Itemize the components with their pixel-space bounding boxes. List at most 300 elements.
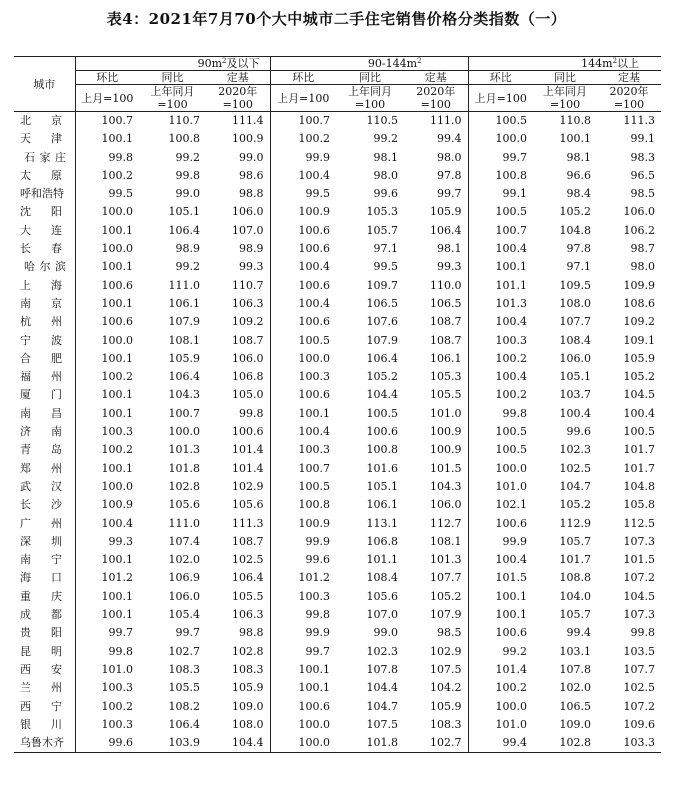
index-value: 105.2	[430, 589, 462, 603]
city-name	[14, 679, 75, 697]
base-header-label	[206, 85, 270, 112]
index-value: 99.7	[270, 643, 336, 661]
base-label-line2: =100	[222, 98, 253, 111]
index-value: 100.0	[270, 716, 336, 734]
city-name-text: 石 家 庄	[24, 150, 66, 164]
table-body	[14, 112, 661, 753]
city-name	[14, 112, 75, 131]
index-value: 100.5	[366, 406, 399, 420]
index-value: 109.0	[559, 717, 592, 731]
index-value: 98.3	[630, 150, 656, 164]
city-name-text: 厦 门	[20, 388, 62, 402]
index-value: 109.9	[623, 278, 656, 292]
index-value: 99.8	[175, 168, 200, 182]
index-value: 96.6	[566, 168, 592, 182]
table-row	[14, 515, 661, 533]
index-value: 104.4	[366, 681, 399, 695]
index-value: 101.4	[232, 461, 264, 475]
index-value: 98.8	[239, 626, 264, 640]
index-value: 99.6	[566, 425, 592, 439]
index-value: 105.9	[168, 351, 200, 365]
table-row	[14, 277, 661, 295]
group-header-large: $144m^2$以上	[468, 57, 661, 71]
index-value: 107.2	[623, 571, 656, 585]
index-value: 99.7	[468, 149, 533, 167]
index-value: 100.0	[468, 698, 533, 716]
index-value: 106.2	[623, 223, 656, 237]
base-label-line2: =100	[157, 98, 188, 111]
index-value: 108.7	[430, 315, 462, 329]
index-value: 102.8	[168, 479, 200, 493]
index-value: 100.2	[468, 386, 533, 404]
index-value: 97.8	[437, 168, 462, 182]
index-value: 104.8	[623, 479, 656, 493]
index-value: 105.7	[366, 223, 399, 237]
index-value: 98.0	[437, 150, 462, 164]
index-value: 100.0	[270, 350, 336, 368]
base-label-line2: =100	[549, 98, 581, 111]
table-row	[14, 313, 661, 331]
index-value: 106.1	[366, 498, 399, 512]
index-value: 99.8	[75, 149, 139, 167]
index-value: 100.6	[468, 515, 533, 533]
index-value: 108.3	[430, 717, 462, 731]
index-value: 100.0	[75, 332, 139, 350]
table-row	[14, 551, 661, 569]
index-value: 105.4	[168, 608, 200, 622]
base-header-label	[270, 85, 336, 112]
index-value: 100.4	[75, 515, 139, 533]
base-label-line2: =100	[420, 98, 451, 111]
index-value: 105.2	[559, 205, 592, 219]
index-value: 106.0	[430, 498, 462, 512]
sub-header-label: 环比	[75, 71, 139, 85]
city-name-text: 太 原	[20, 168, 62, 182]
index-value: 100.1	[75, 551, 139, 569]
index-value: 100.6	[366, 425, 399, 439]
index-value: 105.1	[366, 479, 399, 493]
city-name	[14, 386, 75, 404]
index-value: 106.4	[366, 351, 399, 365]
city-name-text: 合 肥	[20, 351, 62, 365]
sub-header-label: 同比	[336, 71, 404, 85]
city-name-text: 天 津	[20, 132, 62, 146]
index-value: 98.8	[239, 187, 264, 201]
city-name	[14, 185, 75, 203]
index-value: 109.2	[232, 315, 264, 329]
index-value: 100.3	[270, 588, 336, 606]
index-value: 100.1	[559, 132, 592, 146]
index-value: 99.5	[373, 260, 399, 274]
index-value: 109.7	[366, 278, 399, 292]
index-value: 98.1	[437, 242, 462, 256]
index-value: 105.7	[559, 534, 592, 548]
index-value: 104.0	[559, 589, 592, 603]
index-value: 99.2	[175, 260, 200, 274]
index-value: 100.1	[270, 661, 336, 679]
index-value: 100.1	[270, 405, 336, 423]
index-value: 98.1	[566, 150, 592, 164]
city-name	[14, 350, 75, 368]
city-name	[14, 423, 75, 441]
base-label-line1: 上年同月	[150, 85, 195, 98]
index-value: 98.9	[239, 242, 264, 256]
index-value: 108.4	[559, 333, 592, 347]
index-value: 109.1	[623, 333, 656, 347]
index-value: 100.1	[75, 350, 139, 368]
sub-header-label: 定基	[404, 71, 468, 85]
base-label-line2: =100	[354, 98, 386, 111]
city-name-text: 深 圳	[20, 534, 62, 548]
index-value: 106.9	[168, 571, 200, 585]
index-value: 107.0	[232, 223, 264, 237]
index-value: 101.1	[366, 553, 399, 567]
index-value: 106.1	[430, 351, 462, 365]
index-value: 100.0	[75, 203, 139, 221]
city-name	[14, 313, 75, 331]
index-value: 100.1	[468, 258, 533, 276]
city-name-text: 海 口	[20, 571, 62, 585]
index-value: 107.8	[366, 662, 399, 676]
table-row	[14, 295, 661, 313]
index-value: 100.4	[270, 167, 336, 185]
index-value: 103.9	[139, 734, 206, 753]
index-value: 106.5	[366, 296, 399, 310]
index-value: 99.5	[75, 185, 139, 203]
index-value: 101.5	[623, 553, 656, 567]
city-name-text: 宁 波	[20, 333, 62, 347]
index-value: 109.5	[559, 278, 592, 292]
index-value: 107.5	[430, 662, 462, 676]
price-index-table	[14, 56, 661, 753]
base-header-label	[139, 85, 206, 112]
city-name-text: 郑 州	[20, 461, 62, 475]
city-name-text: 银 川	[20, 717, 62, 731]
index-value: 100.5	[468, 423, 533, 441]
index-value: 101.8	[168, 461, 200, 475]
index-value: 106.0	[623, 205, 656, 219]
index-value: 99.9	[270, 624, 336, 642]
group-header-medium: $90-144m^2$	[270, 57, 468, 71]
base-header-label	[597, 85, 661, 112]
city-name-text: 长 沙	[20, 498, 62, 512]
city-name-text: 广 州	[20, 516, 62, 530]
table-row	[14, 441, 661, 459]
index-value: 99.8	[630, 626, 656, 640]
city-name-text: 青 岛	[20, 443, 62, 457]
index-value: 102.1	[468, 496, 533, 514]
city-name	[14, 569, 75, 587]
index-value: 100.3	[75, 679, 139, 697]
index-value: 100.0	[168, 425, 200, 439]
index-value: 107.9	[168, 315, 200, 329]
city-name	[14, 240, 75, 258]
city-name	[14, 222, 75, 240]
index-value: 100.7	[270, 460, 336, 478]
city-name-text: 重 庆	[20, 589, 62, 603]
index-value: 103.5	[623, 644, 656, 658]
city-name-text: 上 海	[20, 278, 62, 292]
index-value: 105.6	[366, 589, 399, 603]
index-value: 100.4	[468, 551, 533, 569]
index-value: 99.9	[468, 533, 533, 551]
city-name-text: 西 安	[20, 662, 62, 676]
index-value: 100.3	[75, 716, 139, 734]
city-name	[14, 130, 75, 148]
index-value: 107.2	[623, 699, 656, 713]
index-value: 105.6	[168, 498, 200, 512]
index-value: 100.6	[270, 386, 336, 404]
index-value: 103.1	[559, 644, 592, 658]
index-value: 108.6	[623, 296, 656, 310]
index-value: 102.8	[533, 734, 597, 753]
index-value: 102.3	[559, 443, 592, 457]
index-value: 99.3	[437, 260, 462, 274]
index-value: 99.8	[239, 406, 264, 420]
table-row	[14, 569, 661, 587]
index-value: 103.7	[559, 388, 592, 402]
index-value: 101.0	[468, 478, 533, 496]
index-value: 100.0	[75, 240, 139, 258]
index-value: 100.0	[468, 460, 533, 478]
index-value: 100.9	[430, 443, 462, 457]
index-value: 100.1	[468, 588, 533, 606]
index-value: 110.8	[559, 114, 592, 127]
index-value: 108.8	[559, 571, 592, 585]
table-row	[14, 478, 661, 496]
index-value: 105.2	[623, 370, 656, 384]
index-value: 99.8	[75, 643, 139, 661]
index-value: 105.9	[430, 699, 462, 713]
index-value: 102.5	[232, 553, 264, 567]
index-value: 106.4	[168, 223, 200, 237]
city-name-text: 贵 阳	[20, 626, 62, 640]
index-value: 100.3	[75, 423, 139, 441]
index-value: 101.2	[270, 569, 336, 587]
index-value: 99.6	[373, 187, 399, 201]
index-value: 105.7	[559, 608, 592, 622]
index-value: 100.1	[75, 222, 139, 240]
index-value: 112.5	[623, 516, 656, 530]
index-value: 99.2	[468, 643, 533, 661]
index-value: 100.6	[270, 698, 336, 716]
table-header	[14, 57, 661, 112]
index-value: 101.4	[468, 661, 533, 679]
index-value: 107.7	[623, 662, 656, 676]
index-value: 106.8	[232, 370, 264, 384]
index-value: 102.8	[232, 644, 264, 658]
index-value: 100.6	[270, 222, 336, 240]
index-value: 101.3	[430, 553, 462, 567]
index-value: 101.3	[468, 295, 533, 313]
index-value: 100.2	[75, 368, 139, 386]
index-value: 98.4	[566, 187, 592, 201]
city-name-text: 乌鲁木齐	[20, 736, 64, 750]
index-value: 106.4	[168, 370, 200, 384]
table-row	[14, 679, 661, 697]
index-value: 102.9	[232, 479, 264, 493]
index-value: 100.2	[75, 441, 139, 459]
index-value: 100.1	[75, 588, 139, 606]
index-value: 106.1	[168, 296, 200, 310]
index-value: 100.4	[468, 313, 533, 331]
table-row	[14, 130, 661, 148]
index-value: 100.4	[468, 240, 533, 258]
city-name	[14, 258, 75, 276]
index-value: 111.0	[168, 516, 200, 530]
index-value: 99.8	[270, 606, 336, 624]
index-value: 99.4	[437, 132, 462, 146]
index-value: 105.5	[430, 388, 462, 402]
index-value: 108.0	[559, 296, 592, 310]
index-value: 108.2	[168, 699, 200, 713]
index-value: 108.0	[232, 717, 264, 731]
index-value: 101.5	[430, 461, 462, 475]
index-value: 98.7	[630, 242, 656, 256]
index-value: 108.3	[232, 662, 264, 676]
index-value: 100.1	[75, 606, 139, 624]
base-label-line1: 上年同月	[543, 85, 588, 98]
city-name	[14, 167, 75, 185]
index-value: 101.5	[468, 569, 533, 587]
index-value: 107.9	[430, 608, 462, 622]
city-name	[14, 496, 75, 514]
city-name	[14, 716, 75, 734]
index-value: 105.1	[168, 205, 200, 219]
city-name-text: 北 京	[20, 114, 62, 127]
index-value: 100.4	[623, 406, 656, 420]
index-value: 106.8	[366, 534, 399, 548]
city-name-text: 杭 州	[20, 315, 62, 329]
city-name	[14, 478, 75, 496]
index-value: 105.9	[623, 351, 656, 365]
index-value: 101.4	[232, 443, 264, 457]
index-value: 100.0	[75, 478, 139, 496]
city-name-text: 兰 州	[20, 681, 62, 695]
index-value: 102.5	[623, 681, 656, 695]
city-name	[14, 643, 75, 661]
index-value: 104.7	[366, 699, 399, 713]
base-label-line1: 2020年	[218, 85, 258, 98]
index-value: 100.6	[75, 313, 139, 331]
index-value: 99.4	[468, 734, 533, 753]
city-name-text: 武 汉	[20, 479, 62, 493]
index-value: 100.4	[468, 368, 533, 386]
index-value: 100.5	[468, 203, 533, 221]
index-value: 100.2	[270, 130, 336, 148]
sub-header-label: 定基	[206, 71, 270, 85]
index-value: 102.0	[559, 681, 592, 695]
city-name	[14, 588, 75, 606]
group-header-small: $90m^2$及以下	[75, 57, 270, 71]
table-row	[14, 606, 661, 624]
index-value: 99.4	[566, 626, 592, 640]
index-value: 101.0	[75, 661, 139, 679]
city-name	[14, 624, 75, 642]
index-value: 105.1	[559, 370, 592, 384]
sub-header-label: 环比	[468, 71, 533, 85]
index-value: 108.7	[232, 333, 264, 347]
index-value: 111.0	[168, 278, 200, 292]
index-value: 108.7	[430, 333, 462, 347]
city-name	[14, 606, 75, 624]
city-name	[14, 368, 75, 386]
index-value: 109.6	[623, 717, 656, 731]
index-value: 100.4	[270, 423, 336, 441]
city-name	[14, 405, 75, 423]
index-value: 110.0	[430, 278, 462, 292]
index-value: 100.8	[468, 167, 533, 185]
index-value: 104.5	[623, 589, 656, 603]
table-row	[14, 533, 661, 551]
index-value: 111.3	[623, 114, 656, 127]
base-label-line1: 2020年	[416, 85, 456, 98]
index-value: 97.8	[566, 242, 592, 256]
table-row	[14, 350, 661, 368]
index-value: 102.3	[366, 644, 399, 658]
table-row	[14, 588, 661, 606]
index-value: 108.7	[232, 534, 264, 548]
city-name	[14, 661, 75, 679]
page-title: 表4：2021年7月70个大中城市二手住宅销售价格分类指数（一）	[106, 10, 567, 28]
index-value: 101.7	[559, 553, 592, 567]
index-value: 97.1	[373, 242, 399, 256]
index-value: 105.3	[366, 205, 399, 219]
index-value: 99.9	[270, 149, 336, 167]
index-value: 108.4	[366, 571, 399, 585]
index-value: 98.5	[630, 187, 656, 201]
index-value: 101.8	[336, 734, 404, 753]
city-name-text: 西 宁	[20, 699, 62, 713]
city-name	[14, 295, 75, 313]
index-value: 106.0	[232, 205, 264, 219]
index-value: 106.5	[430, 296, 462, 310]
index-value: 107.3	[623, 534, 656, 548]
table-row	[14, 332, 661, 350]
index-value: 99.0	[175, 187, 200, 201]
index-value: 100.1	[75, 130, 139, 148]
index-value: 108.3	[168, 662, 200, 676]
index-value: 104.3	[168, 388, 200, 402]
base-header-label	[468, 85, 533, 112]
base-label-line1: 上月=100	[474, 91, 527, 105]
table-row	[14, 643, 661, 661]
index-value: 100.5	[270, 478, 336, 496]
table-row	[14, 734, 661, 753]
index-value: 99.1	[468, 185, 533, 203]
index-value: 106.0	[232, 351, 264, 365]
city-name	[14, 460, 75, 478]
city-name-text: 南 昌	[20, 406, 62, 420]
city-name	[14, 734, 75, 753]
index-value: 99.7	[175, 626, 200, 640]
city-name-text: 沈 阳	[20, 205, 62, 219]
index-value: 100.6	[270, 240, 336, 258]
city-name-text: 南 京	[20, 296, 62, 310]
index-value: 105.9	[232, 681, 264, 695]
table-row	[14, 112, 661, 131]
index-value: 100.4	[559, 406, 592, 420]
index-value: 107.0	[366, 608, 399, 622]
table-row	[14, 222, 661, 240]
index-value: 104.3	[430, 479, 462, 493]
index-value: 110.5	[366, 114, 399, 127]
city-name-text: 成 都	[20, 608, 62, 622]
table-row	[14, 423, 661, 441]
index-value: 100.5	[468, 441, 533, 459]
index-value: 107.6	[366, 315, 399, 329]
index-value: 101.7	[623, 443, 656, 457]
